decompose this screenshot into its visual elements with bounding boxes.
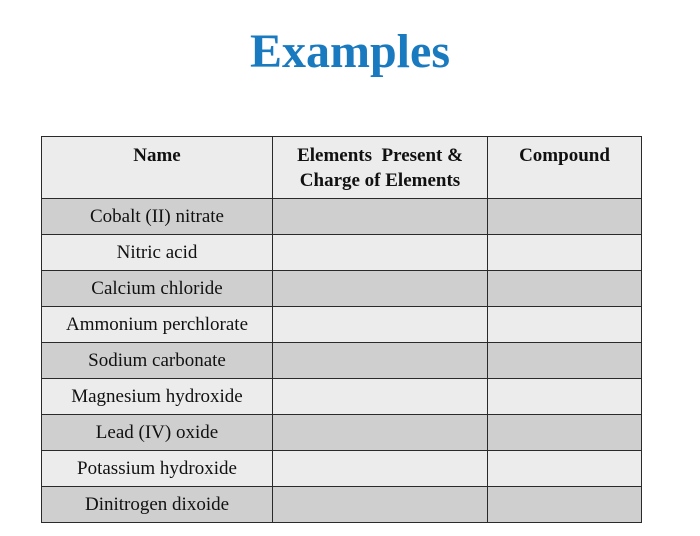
cell-name: Lead (IV) oxide — [42, 415, 273, 451]
examples-table — [41, 136, 642, 523]
cell-name: Cobalt (II) nitrate — [42, 199, 273, 235]
cell-elements[interactable] — [273, 199, 488, 235]
header-elements — [273, 137, 488, 199]
cell-compound[interactable] — [488, 451, 642, 487]
header-compound — [488, 137, 642, 199]
page-title: Examples — [249, 25, 450, 78]
table-header-row — [42, 137, 642, 199]
cell-elements[interactable] — [273, 415, 488, 451]
cell-compound[interactable] — [488, 199, 642, 235]
cell-elements[interactable] — [273, 379, 488, 415]
table-row — [42, 415, 642, 451]
table-row — [42, 271, 642, 307]
table-row — [42, 235, 642, 271]
cell-name: Dinitrogen dixoide — [42, 487, 273, 523]
cell-compound[interactable] — [488, 487, 642, 523]
cell-compound[interactable] — [488, 343, 642, 379]
header-elements-line2: Charge of Elements — [299, 170, 461, 191]
cell-name: Sodium carbonate — [42, 343, 273, 379]
cell-compound[interactable] — [488, 271, 642, 307]
cell-elements[interactable] — [273, 307, 488, 343]
header-elements-line1: Elements Present & — [297, 145, 463, 166]
cell-compound[interactable] — [488, 235, 642, 271]
header-compound-label: Compound — [519, 145, 610, 166]
cell-name: Nitric acid — [42, 235, 273, 271]
table-row — [42, 199, 642, 235]
cell-elements[interactable] — [273, 343, 488, 379]
cell-name: Potassium hydroxide — [42, 451, 273, 487]
table-row — [42, 343, 642, 379]
cell-name: Ammonium perchlorate — [42, 307, 273, 343]
cell-elements[interactable] — [273, 271, 488, 307]
cell-elements[interactable] — [273, 235, 488, 271]
cell-compound[interactable] — [488, 379, 642, 415]
cell-name: Magnesium hydroxide — [42, 379, 273, 415]
cell-compound[interactable] — [488, 415, 642, 451]
table-row — [42, 307, 642, 343]
table-row — [42, 451, 642, 487]
table-row — [42, 379, 642, 415]
cell-name: Calcium chloride — [42, 271, 273, 307]
header-name-label: Name — [133, 145, 181, 166]
cell-elements[interactable] — [273, 451, 488, 487]
cell-elements[interactable] — [273, 487, 488, 523]
header-name — [42, 137, 273, 199]
cell-compound[interactable] — [488, 307, 642, 343]
table-row — [42, 487, 642, 523]
